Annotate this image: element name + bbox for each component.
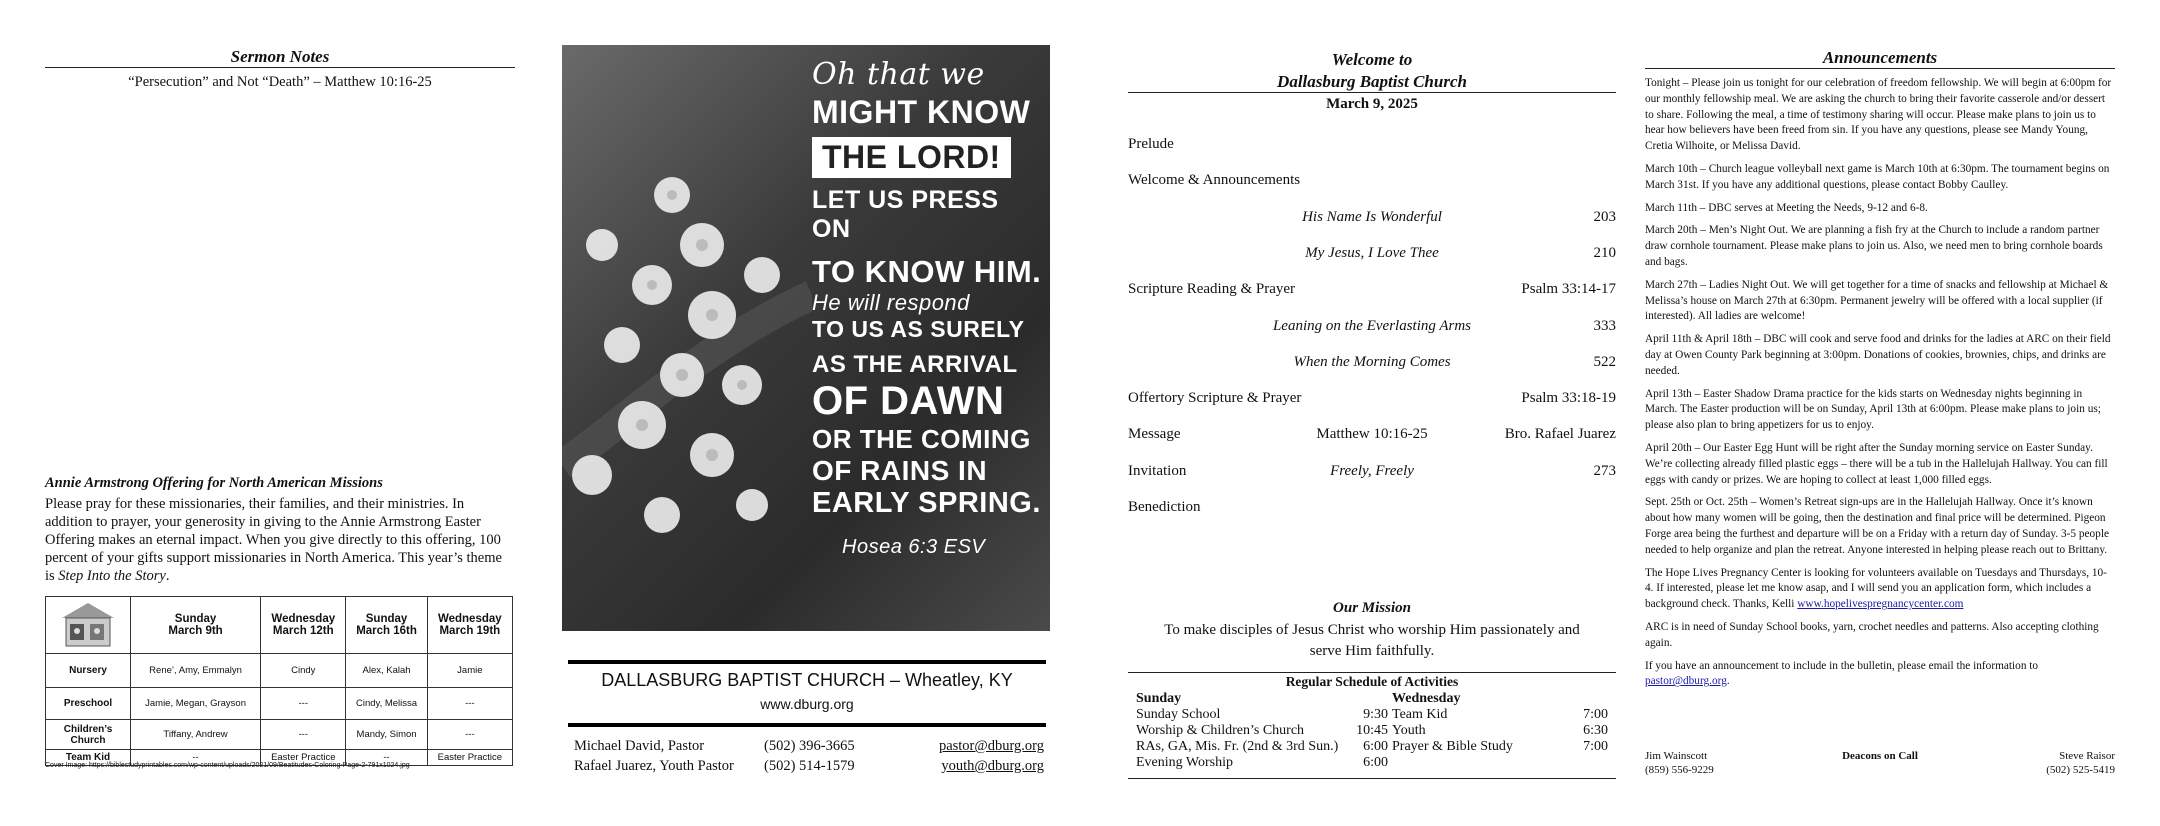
cover-verse: Oh that we MIGHT KNOW THE LORD! LET US PRESS ON TO KNOW HIM. He will respond TO US AS SURELY AS THE ARRIVAL OF DAWN OR THE COMING OF RAINS IN EARLY SPRING. Hosea 6:3 ESV <box>812 57 1042 558</box>
list-item: If you have an announcement to include in the bulletin, please email the information to pastor@dburg.org. <box>1645 659 2039 688</box>
church-website[interactable]: www.dburg.org <box>760 696 854 712</box>
announcement-item: March 27th – Ladies Night Out. We will get together for a time of snacks and fellowship at Michael & Melissa’s house on March 27th at 6:30pm. Permanent jewelry will be offered with a local supplier (if interested). All ladies are welcome! <box>1645 278 2109 323</box>
annie-text: Please pray for these missionaries, their families, and their ministries. In addition to prayer, your generosity in giving to the Annie Armstrong Easter Offering makes an eternal impact. When you give directly to this offering, 100 percent of your gifts support missionaries in North America. This year’s theme is <box>45 496 502 584</box>
youth-email-link[interactable]: youth@dburg.org <box>941 758 1044 774</box>
announcement-item: March 20th – Men’s Night Out. We are planning a fish fry at the Church to include a random partner draw cornhole tournament. Please make plans to join us. Also, we need men to bring cornhole boards and bags. <box>1645 224 2103 268</box>
pastor-email-link[interactable]: pastor@dburg.org <box>938 738 1044 754</box>
flowers-illustration <box>562 45 812 631</box>
announcement-item: March 11th – DBC serves at Meeting the Needs, 9-12 and 6-8. <box>1645 201 1928 214</box>
mission-title: Our Mission <box>1333 600 1411 616</box>
church-name: DALLASBURG BAPTIST CHURCH – Wheatley, KY <box>601 670 1013 690</box>
mission-text: To make disciples of Jesus Christ who worship Him passionately and serve Him faithfully. <box>1164 622 1580 659</box>
order-item: Leaning on the Everlasting Arms 333 <box>1272 317 1616 334</box>
order-item: Message Matthew 10:16-25 Bro. Rafael Juarez <box>1128 426 1616 443</box>
welcome-title: Welcome to Dallasburg Baptist Church <box>1277 50 1467 91</box>
table-row: Nursery Rene’, Amy, Emmalyn Cindy Alex, Kalah Jamie <box>46 654 513 688</box>
list-item: RAs, GA, Mis. Fr. (2nd & 3rd Sun.) 6:00 <box>1136 739 1388 754</box>
order-item: Benediction <box>1128 499 1201 515</box>
announcement-item: April 13th – Easter Shadow Drama practice for the kids starts on Wednesday nights beginning in March. The Easter production will be on Sunday, April 13th at 6:00pm. Please make plans to join us; please also plan to bring appetizers for us to enjoy. <box>1645 387 2101 432</box>
announcement-item: March 10th – Church league volleyball next game is March 10th at 6:30pm. The tournament begins on March 31st. If you have any additional questions, please contact Bobby Caulley. <box>1645 162 2110 191</box>
order-item: Welcome & Announcements <box>1128 172 1301 189</box>
cover-panel: Oh that we MIGHT KNOW THE LORD! LET US PRESS ON TO KNOW HIM. He will respond TO US AS SURELY AS THE ARRIVAL OF DAWN OR THE COMING OF RAINS IN EARLY SPRING. Hosea 6:3 ESV DALLASBURG BAPTIST CHURCH – Wheatley, KY www.dburg.org Michael David, Pastor (502) 396-3665 pastor@dburg.org Rafael Juarez, Youth Pastor (502) 514-1579 youth@dburg.org <box>562 0 1052 826</box>
list-item: ARC is in need of Sunday School books, yarn, crochet needles and patterns. Also accepting clothing again. <box>1645 620 2099 649</box>
order-item: Offertory Scripture & Prayer Psalm 33:18-19 <box>1128 390 1616 407</box>
list-item: Youth 6:30 <box>1392 723 1608 738</box>
order-item: Invitation Freely, Freely 273 <box>1128 462 1616 479</box>
announcement-item: Sept. 25th or Oct. 25th – Women’s Retreat sign-ups are in the Hallelujah Hallway. Once it’s known about how many women will be going, then the destination and final price will be determined. Pigeon Forge area being the furthest and departure will be on a Friday with a return day of Sunday. 3-5 people needed to help organize and plan the retreat. Anyone interested in helping please reach out to Brittany. <box>1645 496 2109 556</box>
divider <box>568 723 1046 727</box>
list-item: Evening Worship 6:00 <box>1136 755 1388 770</box>
sermon-panel <box>45 0 515 826</box>
announcement-item: Tonight – Please join us tonight for our celebration of freedom fellowship. We will begin at 6:00pm for our monthly fellowship meal. We are asking the church to bring their favorite casserole and/or dessert to share. Following the meal, a time of testimony sharing will occur. Please make plans to join us to hear how believers have been freed from sin. If you have any questions, please see Mandy Young, Cretia Wilhoite, or Melissa David. <box>1645 77 2112 153</box>
order-item: Scripture Reading & Prayer Psalm 33:14-17 <box>1128 281 1616 298</box>
list-item: Prayer & Bible Study 7:00 <box>1392 739 1608 754</box>
bulletin-email-link[interactable]: pastor@dburg.org <box>1645 675 1727 688</box>
table-header-2: Sunday March 16th <box>346 597 427 654</box>
pregnancy-center-link[interactable]: www.hopelivespregnancycenter.com <box>1797 598 1964 611</box>
order-of-service-panel <box>1128 0 1616 826</box>
announcement-item: April 20th – Our Easter Egg Hunt will be right after the Sunday morning service on Easter Sunday. We’re collecting already filled plastic eggs – there will be a tub in the Hallelujah Hallway. You can fill eggs with candy or prizes. We are hoping to collect at least 1,000 filled eggs. <box>1645 441 2108 486</box>
annie-theme: Step Into the Story <box>58 568 166 584</box>
service-date: March 9, 2025 <box>1326 96 1418 112</box>
sunday-schedule: Sunday Sunday School 9:30 Worship & Children’s Church 10:45 RAs, GA, Mis. Fr. (2nd & 3rd Sun.) 6:00 Evening Worship 6:00 <box>1136 691 1388 770</box>
divider <box>45 67 515 68</box>
table-row: Preschool Jamie, Megan, Grayson --- Cindy, Melissa --- <box>46 688 513 720</box>
sermon-title: Sermon Notes <box>230 47 330 66</box>
announcements-panel: Announcements Tonight – Please join us tonight for our celebration of freedom fellowship. We will begin at 6:00pm for our monthly fellowship meal. We are asking the church to bring their favorite casserole and/or dessert to share. Following the meal, a time of testimony sharing will occur. Please make plans to join us to hear how believers have been freed from sin. If you have any questions, please see Mandy Young, Cretia Wilhoite, or Melissa David. March 10th – Church league volleyball next game is March 10th at 6:30pm. The tournament begins on March 31st. If you have any additional questions, please contact Bobby Caulley. March 11th – DBC serves at Meeting the Needs, 9-12 and 6-8. March 20th – Men’s Night Out. We are planning a fish fry at the Church to include a random partner draw cornhole tournament. Please make plans to join us. Also, we need men to bring cornhole boards and bags. March 27th – Ladies Night Out. We will get together for a time of snacks and fellowship at Michael & Melissa’s house on March 27th at 6:30pm. Permanent jewelry will be offered with a local supplier (if interested). All ladies are welcome! April 11th & April 18th – DBC will cook and serve food and drinks for the ladies at ARC on their field day at Owen County Park beginning at 3:00pm. Donations of cookies, brownies, chips, and drinks are needed. April 13th – Easter Shadow Drama practice for the kids starts on Wednesday nights beginning in March. The Easter production will be on Sunday, April 13th at 6:00pm. Please make plans to join us; please also plan to bring appetizers for us to enjoy. April 20th – Our Easter Egg Hunt will be right after the Sunday morning service on Easter Sunday. We’re collecting already filled plastic eggs – there will be a tub in the Hallelujah Hallway. You can fill eggs with candy or prizes. We are hoping to collect at least 1,000 filled eggs. Sept. 25th or Oct. 25th – Women’s Retreat sign-ups are in the Hallelujah Hallway. Once it’s known about how many women will be going, then the destination and final price will be determined. Pigeon Forge area being the furthest and departure will be on a Friday with a return day of Sunday. 3-5 people needed to help organize and plan the retreat. Anyone interested in helping please reach out to Brittany. The Hope Lives Pregnancy Center is looking for volunteers available on Tuesdays and Thursdays, 10-4. If interested, please let me know asap, and I will send you an application form, which includes a background check. Thanks, Kelli www.hopelivespregnancycenter.com ARC is in need of Sunday School books, yarn, crochet needles and patterns. Also accepting clothing again. If you have an announcement to include in the bulletin, please email the information to pastor@dburg.org. Jim Wainscott (859) 556-9229 Deacons on Call Steve Raisor (502) 525-5419 <box>1645 48 2115 776</box>
table-logo-cell <box>46 597 131 654</box>
sermon-subtitle: “Persecution” and Not “Death” – Matthew 10:16-25 <box>128 74 432 90</box>
list-item: The Hope Lives Pregnancy Center is looking for volunteers available on Tuesdays and Thursdays, 10-4. If interested, please let me know asap, and I will send you an application form, which includes a background check. Thanks, Kelli www.hopelivespregnancycenter.com <box>1645 566 2107 611</box>
table-header-1: Wednesday March 12th <box>261 597 346 654</box>
table-row: Children’s Church Tiffany, Andrew --- Mandy, Simon --- <box>46 720 513 750</box>
order-item: My Jesus, I Love Thee 210 <box>1305 244 1616 261</box>
list-item: Worship & Children’s Church 10:45 <box>1136 723 1388 738</box>
order-item: When the Morning Comes 522 <box>1293 353 1616 370</box>
cover-caption: Cover Image: https://biblestudyprintables.com/wp-content/uploads/2021/09/Beatitudes-Coloring-Page-2-791x1024.jpg <box>45 762 410 769</box>
regular-schedule-title: Regular Schedule of Activities <box>1285 674 1459 689</box>
divider <box>568 660 1046 664</box>
order-item: Prelude <box>1128 136 1174 152</box>
annie-title: Annie Armstrong Offering for North American Missions <box>45 475 383 491</box>
table-row: Team Kid -- Easter Practice -- Easter Practice <box>46 750 513 766</box>
annie-end: . <box>165 568 170 584</box>
wednesday-schedule: Wednesday Team Kid 7:00 Youth 6:30 Prayer & Bible Study 7:00 <box>1392 691 1608 754</box>
announcement-item: April 11th & April 18th – DBC will cook and serve food and drinks for the ladies at ARC on their field day at Owen County Park beginning at 3:00pm. Donations of cookies, brownies, chips, and drinks are needed. <box>1645 333 2111 377</box>
list-item: Team Kid 7:00 <box>1392 707 1608 722</box>
announcements-body <box>1645 76 2115 697</box>
cover-image <box>562 45 1050 631</box>
divider <box>1645 68 2115 69</box>
announcements-title: Announcements <box>1822 48 1938 67</box>
divider <box>1128 672 1616 673</box>
annie-body <box>45 495 515 585</box>
list-item: Sunday School 9:30 <box>1136 707 1388 722</box>
church-house-icon <box>56 600 120 648</box>
order-item: His Name Is Wonderful 203 <box>1302 208 1616 225</box>
table-header-3: Wednesday March 19th <box>427 597 512 654</box>
table-header-0: Sunday March 9th <box>131 597 261 654</box>
divider <box>1128 778 1616 779</box>
volunteer-table <box>45 596 513 766</box>
divider <box>1128 92 1616 93</box>
